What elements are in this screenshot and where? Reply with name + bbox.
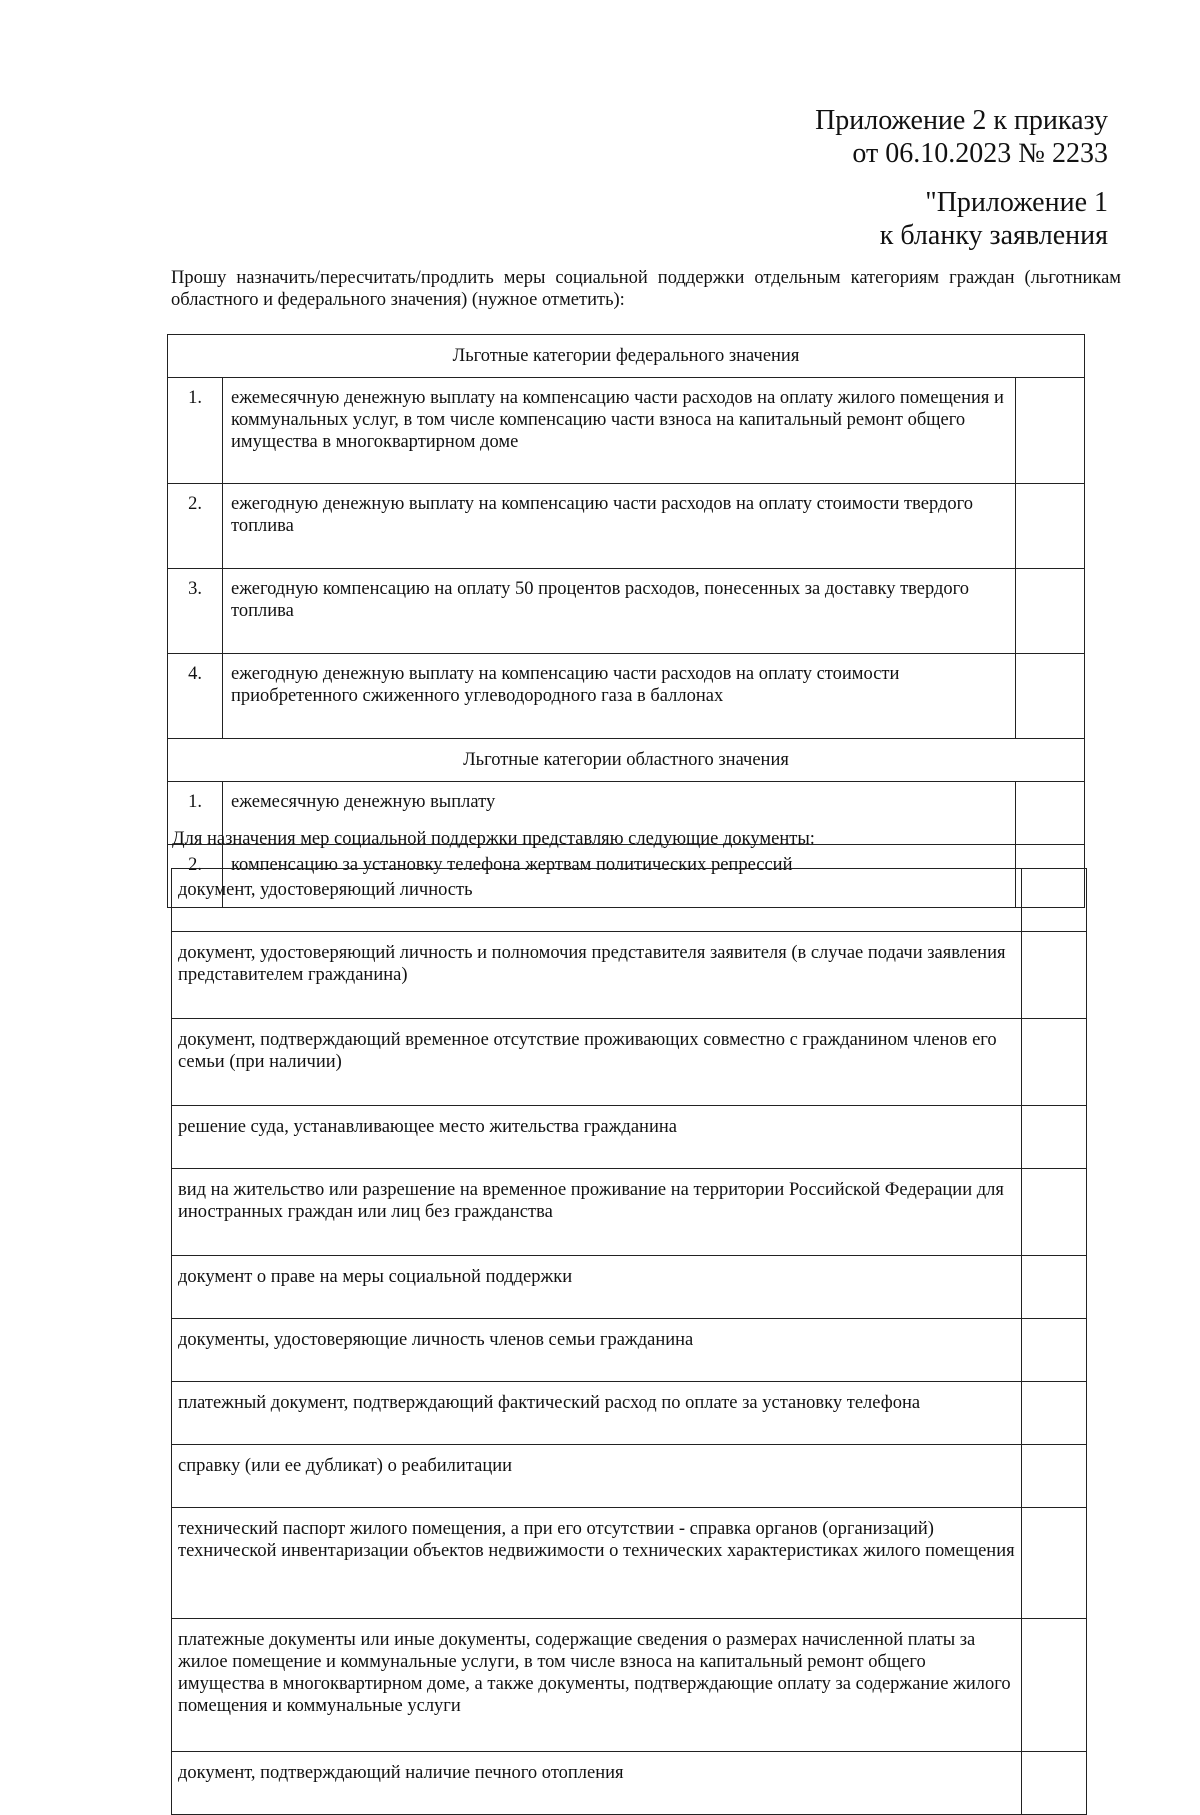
document-text: технический паспорт жилого помещения, а при его отсутствии - справка органов (организаций) технической инвентаризации объектов недвижимости о технических характеристиках жилого помещения	[172, 1508, 1022, 1619]
checkbox-cell[interactable]	[1022, 1169, 1087, 1256]
checkbox-cell[interactable]	[1016, 484, 1085, 569]
table-row	[172, 1256, 1087, 1319]
appendix-line-2: от 06.10.2023 № 2233	[852, 138, 1108, 169]
checkbox-cell[interactable]	[1022, 1619, 1087, 1752]
row-number: 3.	[168, 569, 223, 654]
checkbox-cell[interactable]	[1016, 782, 1085, 845]
form-line-2: к бланку заявления	[879, 220, 1108, 251]
intro-paragraph: Прошу назначить/пересчитать/продлить меры социальной поддержки отдельным категориям граждан (льготникам областного и федерального значения) (нужное отметить):	[171, 268, 1121, 310]
row-text: ежегодную денежную выплату на компенсацию части расходов на оплату стоимости твердого топлива	[223, 484, 1016, 569]
row-number: 2.	[168, 845, 223, 908]
federal-section-header	[168, 335, 1085, 378]
checkbox-cell[interactable]	[1016, 378, 1085, 484]
table-row	[168, 378, 1085, 484]
checkbox-cell[interactable]	[1022, 1752, 1087, 1815]
table-row	[172, 1382, 1087, 1445]
table-row	[168, 484, 1085, 569]
row-number: 1.	[168, 378, 223, 484]
checkbox-cell[interactable]	[1016, 654, 1085, 739]
documents-table	[171, 868, 1087, 1815]
checkbox-cell[interactable]	[1022, 1382, 1087, 1445]
checkbox-cell[interactable]	[1022, 1319, 1087, 1382]
row-text: ежемесячную денежную выплату на компенсацию части расходов на оплату жилого помещения и коммунальных услуг, в том числе компенсацию части взноса на капитальный ремонт общего имущества в многоквартирном доме	[223, 378, 1016, 484]
table-row	[172, 1106, 1087, 1169]
table-row	[172, 1445, 1087, 1508]
row-text: ежегодную денежную выплату на компенсацию части расходов на оплату стоимости приобретенного сжиженного углеводородного газа в баллонах	[223, 654, 1016, 739]
table-row	[168, 654, 1085, 739]
document-text: платежные документы или иные документы, содержащие сведения о размерах начисленной платы за жилое помещение и коммунальные услуги, в том числе взноса на капитальный ремонт общего имущества в многоквартирном доме, а также документы, подтверждающие оплату за содержание жилого помещения и коммунальные услуги	[172, 1619, 1022, 1752]
row-text: ежемесячную денежную выплату	[223, 782, 1016, 845]
table-row	[172, 1019, 1087, 1106]
checkbox-cell[interactable]	[1022, 869, 1087, 932]
appendix-header	[815, 104, 1108, 170]
row-number: 1.	[168, 782, 223, 845]
checkbox-cell[interactable]	[1022, 1256, 1087, 1319]
row-text: компенсацию за установку телефона жертвам политических репрессий	[223, 845, 1016, 908]
document-text: платежный документ, подтверждающий фактический расход по оплате за установку телефона	[172, 1382, 1022, 1445]
document-text: документ, удостоверяющий личность и полномочия представителя заявителя (в случае подачи заявления представителем гражданина)	[172, 932, 1022, 1019]
row-text: ежегодную компенсацию на оплату 50 процентов расходов, понесенных за доставку твердого топлива	[223, 569, 1016, 654]
checkbox-cell[interactable]	[1016, 569, 1085, 654]
regional-section-title: Льготные категории областного значения	[168, 739, 1085, 782]
table-row	[172, 1169, 1087, 1256]
table-row	[172, 1619, 1087, 1752]
table-row	[168, 569, 1085, 654]
checkbox-cell[interactable]	[1022, 1445, 1087, 1508]
row-number: 4.	[168, 654, 223, 739]
document-text: документ, подтверждающий временное отсутствие проживающих совместно с гражданином членов его семьи (при наличии)	[172, 1019, 1022, 1106]
checkbox-cell[interactable]	[1022, 1106, 1087, 1169]
checkbox-cell[interactable]	[1022, 1508, 1087, 1619]
document-text: документы, удостоверяющие личность членов семьи гражданина	[172, 1319, 1022, 1382]
form-header	[880, 186, 1108, 252]
document-text: документ, подтверждающий наличие печного отопления	[172, 1752, 1022, 1815]
document-text: решение суда, устанавливающее место жительства гражданина	[172, 1106, 1022, 1169]
checkbox-cell[interactable]	[1022, 1019, 1087, 1106]
document-text: документ, удостоверяющий личность	[172, 869, 1022, 932]
form-line-1: "Приложение 1	[925, 187, 1108, 218]
document-text: справку (или ее дубликат) о реабилитации	[172, 1445, 1022, 1508]
table-row	[172, 932, 1087, 1019]
documents-intro: Для назначения мер социальной поддержки представляю следующие документы:	[172, 829, 815, 849]
document-text: документ о праве на меры социальной поддержки	[172, 1256, 1022, 1319]
table-row	[172, 869, 1087, 932]
benefits-table	[167, 334, 1085, 908]
federal-section-title: Льготные категории федерального значения	[168, 335, 1085, 378]
checkbox-cell[interactable]	[1022, 932, 1087, 1019]
table-row	[172, 1508, 1087, 1619]
table-row	[172, 1752, 1087, 1815]
document-text: вид на жительство или разрешение на временное проживание на территории Российской Федерации для иностранных граждан или лиц без гражданства	[172, 1169, 1022, 1256]
regional-section-header	[168, 739, 1085, 782]
appendix-line-1: Приложение 2 к приказу	[815, 105, 1108, 136]
row-number: 2.	[168, 484, 223, 569]
table-row	[172, 1319, 1087, 1382]
